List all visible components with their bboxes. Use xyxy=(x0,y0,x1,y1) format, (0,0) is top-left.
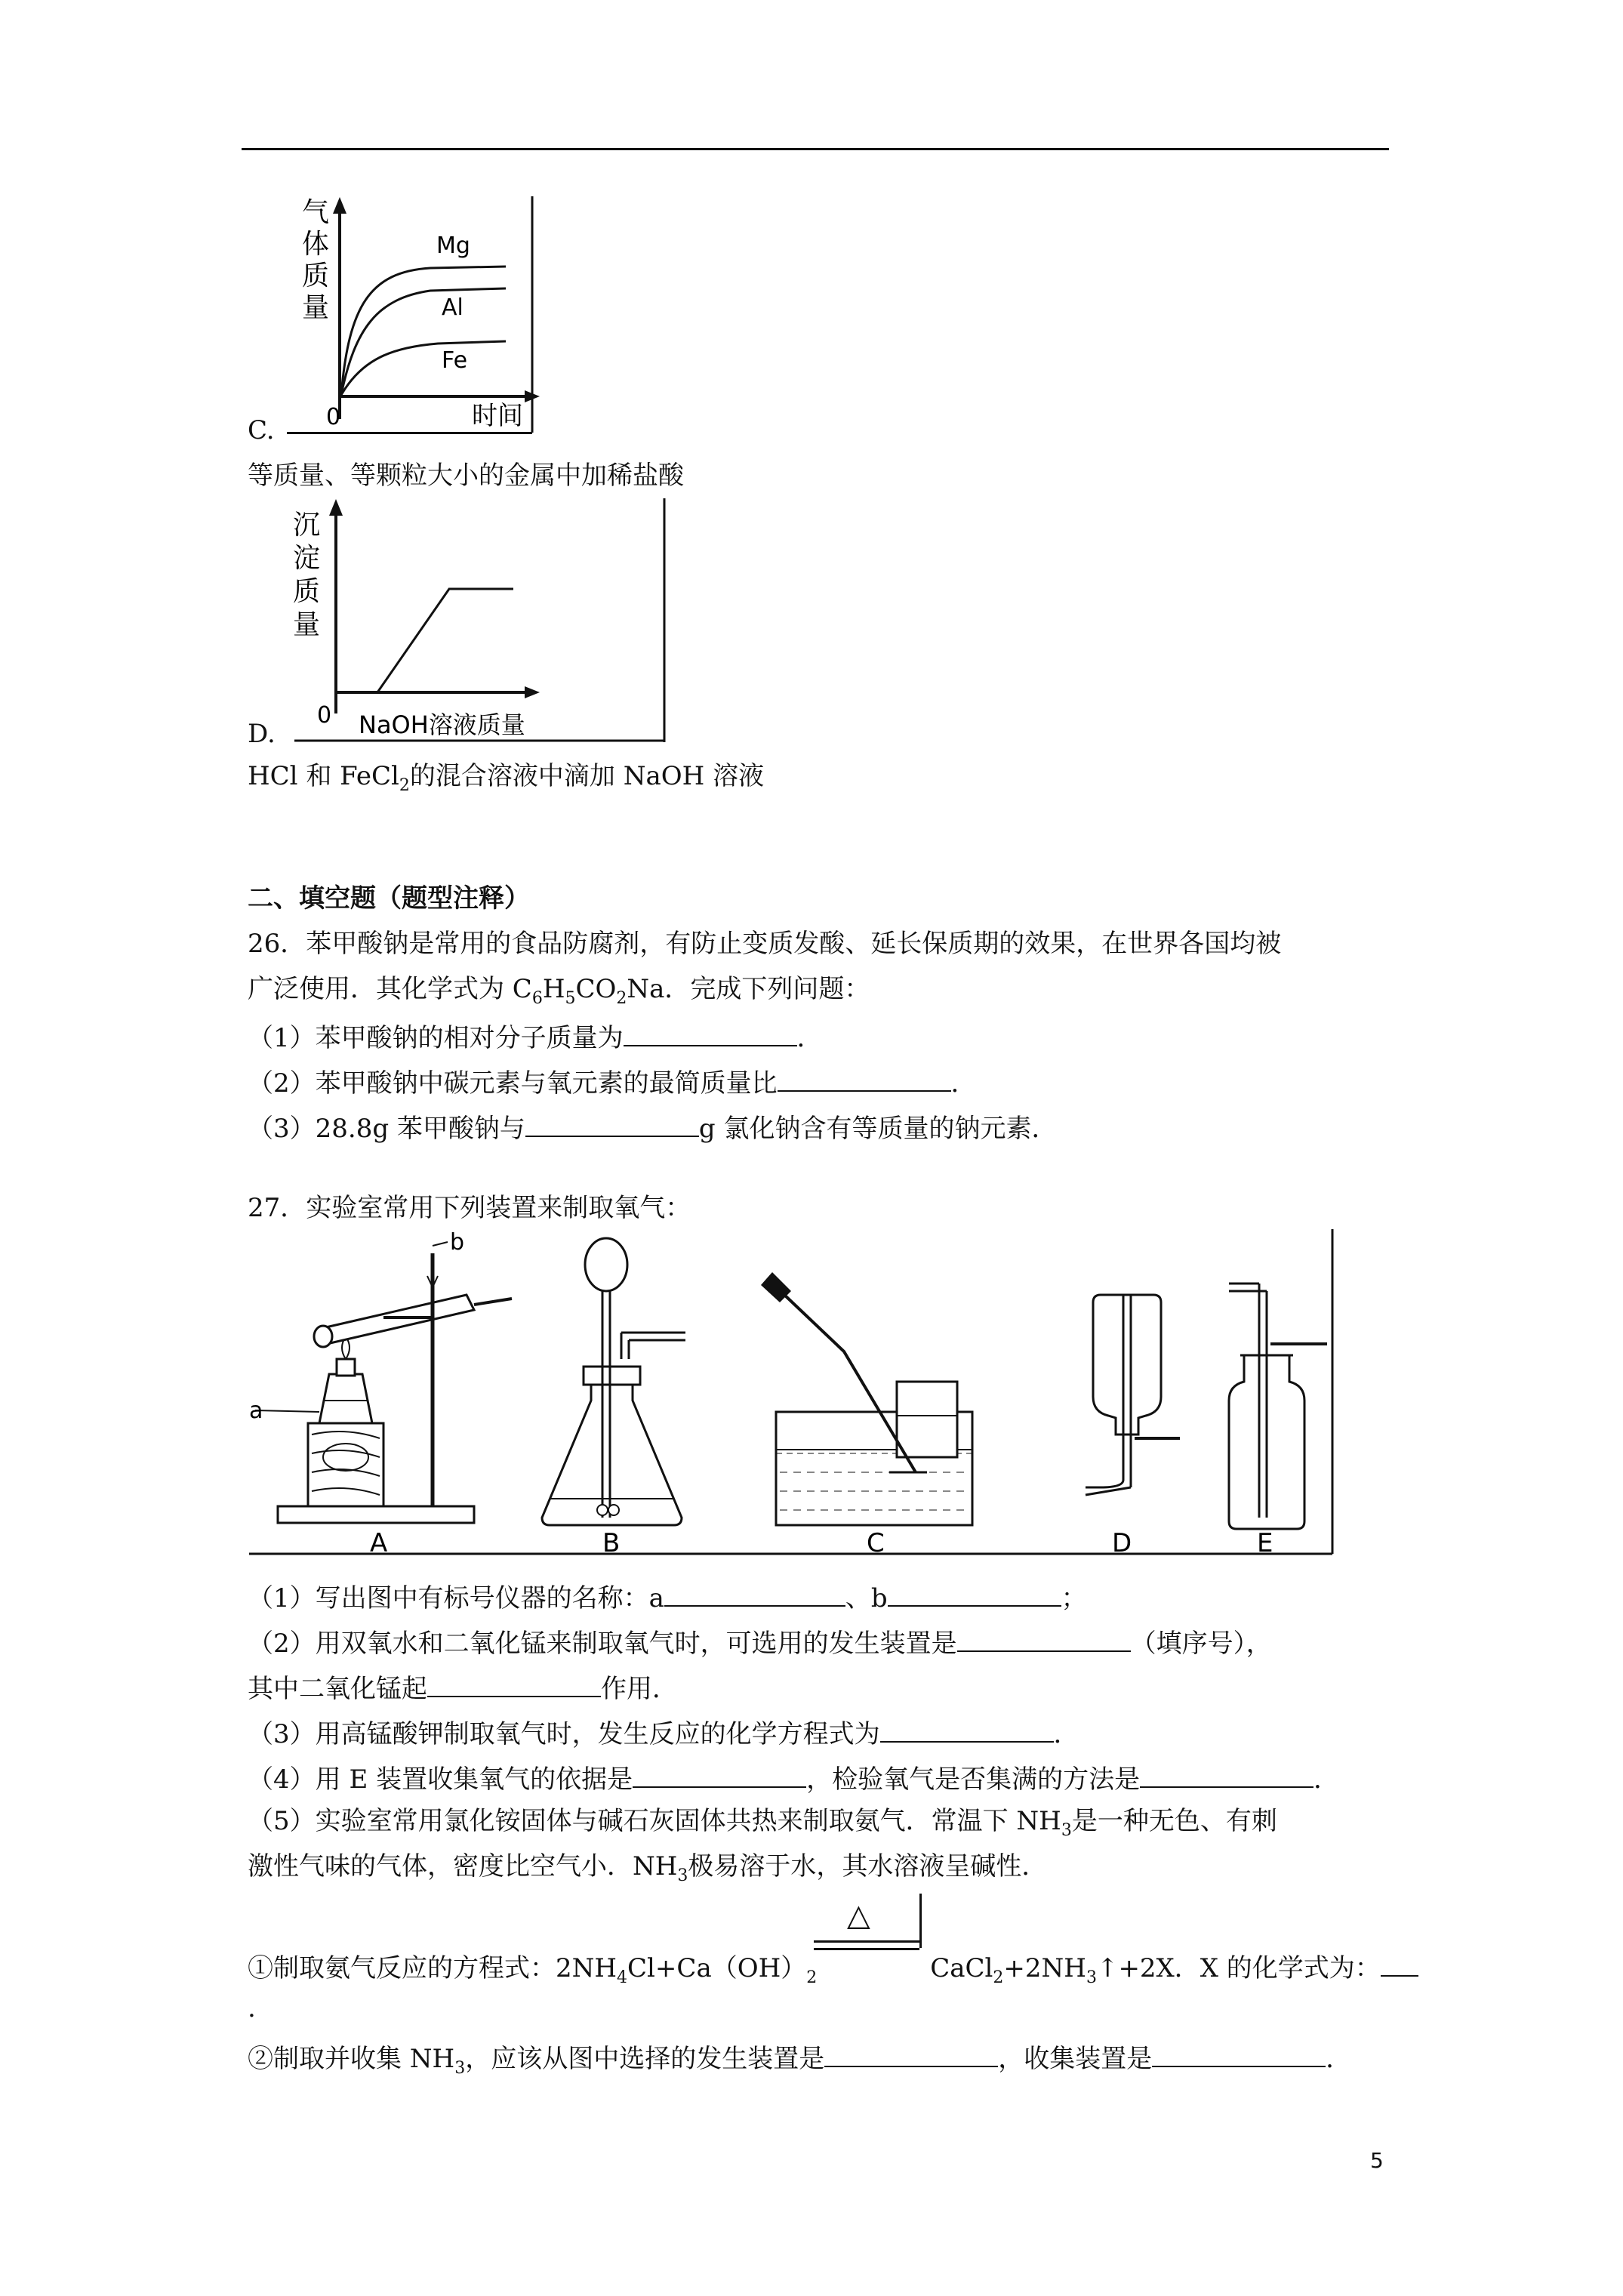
option-d-letter: D. xyxy=(248,719,276,749)
answer-blank[interactable] xyxy=(1381,1948,1418,1977)
ylabel-c-3: 质 xyxy=(302,260,330,291)
ylabel-c-4: 量 xyxy=(302,292,330,323)
q27-equation-end: . xyxy=(248,1993,256,2023)
q27-part1: （1）写出图中有标号仪器的名称：a 、b ； xyxy=(248,1578,1087,1615)
option-c-caption: 等质量、等颗粒大小的金属中加稀盐酸 xyxy=(248,461,684,491)
series-al: Al xyxy=(442,294,463,321)
option-c-letter: C. xyxy=(248,415,275,445)
header-rule xyxy=(242,148,1389,150)
apparatus-e xyxy=(1229,1284,1327,1558)
answer-blank[interactable] xyxy=(624,1018,797,1046)
ylabel-d-1: 沉 xyxy=(293,510,321,541)
q26-part2: （2）苯甲酸钠中碳元素与氧元素的最简质量比 ． xyxy=(248,1063,977,1100)
answer-blank[interactable] xyxy=(427,1669,601,1697)
ylabel-d-3: 质 xyxy=(293,576,321,607)
answer-blank[interactable] xyxy=(525,1108,699,1137)
apparatus-c xyxy=(761,1272,972,1558)
q27-equation: ①制取氨气反应的方程式：$2NH_4Cl+Ca(OH)_2$ $CaCl_2+2NH_3↑+2X$．X 的化学式为： xyxy=(248,1948,1418,1989)
answer-blank[interactable] xyxy=(824,2039,998,2067)
curve-fe xyxy=(341,341,506,395)
q27-part2b: 其中二氧化锰起 作用． xyxy=(248,1669,678,1706)
apparatus-diagram xyxy=(248,1223,1380,1559)
curve-mg xyxy=(341,267,506,395)
ylabel-c-2: 体 xyxy=(302,229,330,260)
answer-blank[interactable] xyxy=(957,1623,1131,1652)
answer-blank[interactable] xyxy=(880,1714,1054,1743)
answer-blank[interactable] xyxy=(1152,2039,1326,2067)
label-D: D xyxy=(1112,1528,1132,1558)
precipitate-line xyxy=(377,589,513,692)
ylabel-c-1: 气 xyxy=(302,197,330,228)
graph-d xyxy=(279,495,672,747)
q26-part1: （1）苯甲酸钠的相对分子质量为 ． xyxy=(248,1018,823,1055)
origin-c: 0 xyxy=(326,404,341,430)
q27-part4: （4）用 E 装置收集氧气的依据是 ，检验氧气是否集满的方法是 ． xyxy=(248,1759,1339,1796)
label-A: A xyxy=(370,1528,388,1558)
apparatus-a xyxy=(249,1229,512,1558)
q26-part3: （3）28.8g 苯甲酸钠与 g 氯化钠含有等质量的钠元素． xyxy=(248,1108,1058,1145)
origin-d: 0 xyxy=(317,702,332,729)
series-mg: Mg xyxy=(436,233,470,259)
q26-line2: 广泛使用．其化学式为 $C_6H_5CO_2Na$．完成下列问题： xyxy=(248,974,870,1008)
answer-blank[interactable] xyxy=(778,1063,951,1092)
q27-part6: ②制取并收集 $NH_3$，应该从图中选择的发生装置是 ，收集装置是 ． xyxy=(248,2039,1351,2079)
xlabel-d: NaOH溶液质量 xyxy=(359,710,525,739)
q26-line1: 26．苯甲酸钠是常用的食品防腐剂，有防止变质发酸、延长保质期的效果，在世界各国均被 xyxy=(248,929,1282,959)
apparatus-b xyxy=(542,1238,685,1558)
option-d-caption: HCl 和 FeCl$_2$的混合溶液中滴加 NaOH 溶液 xyxy=(248,761,765,795)
answer-blank[interactable] xyxy=(664,1578,845,1607)
label-b: b xyxy=(450,1229,465,1256)
q27-part5b: 激性气味的气体，密度比空气小．$NH_3$极易溶于水，其水溶液呈碱性． xyxy=(248,1851,1048,1885)
q27-part5: （5）实验室常用氯化铵固体与碱石灰固体共热来制取氨气．常温下 $NH_3$是一种无色、有刺 xyxy=(248,1806,1277,1840)
label-E: E xyxy=(1257,1528,1273,1558)
q27-part2: （2）用双氧水和二氧化锰来制取氧气时，可选用的发生装置是 （填序号）， xyxy=(248,1623,1272,1660)
series-fe: Fe xyxy=(442,347,468,374)
section-heading: 二、填空题（题型注释） xyxy=(248,883,530,914)
label-B: B xyxy=(602,1528,621,1558)
label-a: a xyxy=(249,1398,263,1424)
heat-symbol: △ xyxy=(847,1898,870,1933)
apparatus-d xyxy=(1086,1295,1180,1558)
label-C: C xyxy=(867,1528,885,1558)
q27-intro: 27．实验室常用下列装置来制取氧气： xyxy=(248,1193,691,1223)
heat-condition-line-1 xyxy=(814,1940,919,1943)
answer-blank[interactable] xyxy=(1140,1759,1313,1788)
q27-part3: （3）用高锰酸钾制取氧气时，发生反应的化学方程式为 ． xyxy=(248,1714,1079,1751)
graph-c xyxy=(279,193,551,438)
option-c-baseline xyxy=(287,432,532,434)
answer-blank[interactable] xyxy=(888,1578,1061,1607)
answer-blank[interactable] xyxy=(633,1759,806,1788)
page-number: 5 xyxy=(1370,2148,1384,2173)
ylabel-d-4: 量 xyxy=(293,609,321,640)
ylabel-d-2: 淀 xyxy=(293,543,321,574)
xlabel-c: 时间 xyxy=(472,401,523,431)
